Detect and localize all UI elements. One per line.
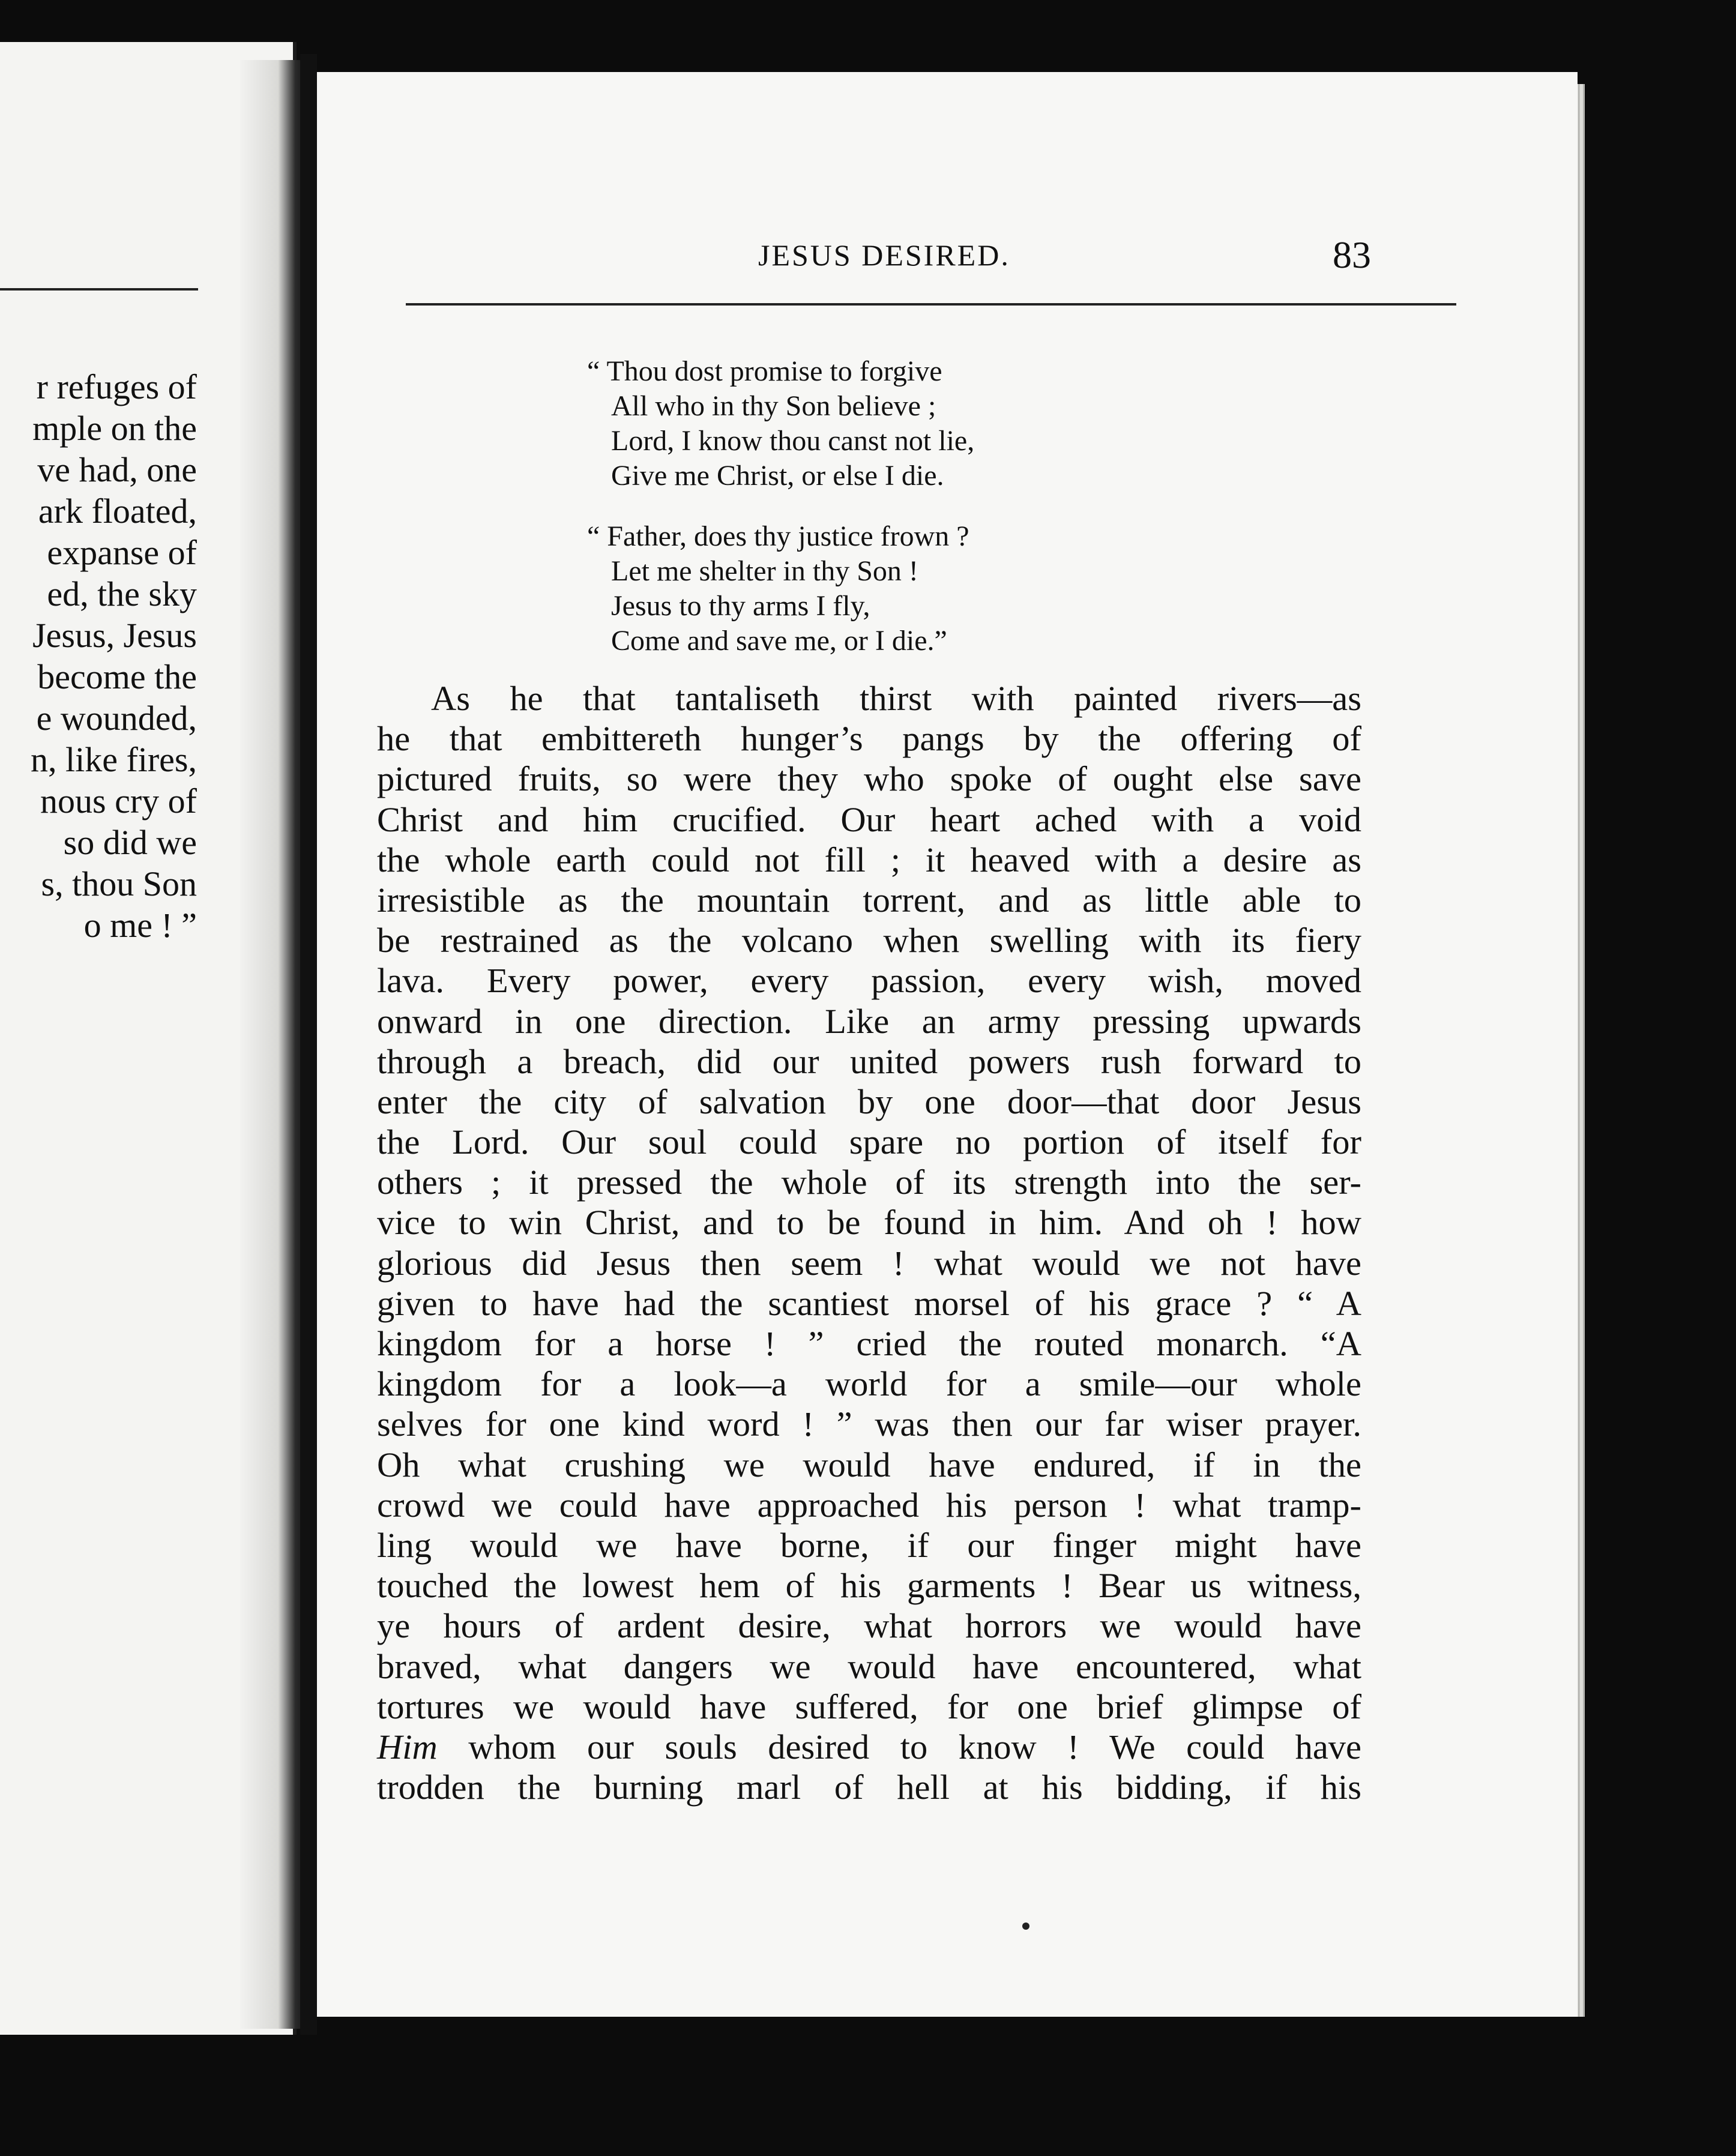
previous-page-line: ve had, one (37, 450, 197, 489)
header-rule (406, 303, 1456, 306)
body-line: pictured fruits, so were they who spoke of ought else save (377, 759, 1361, 799)
body-line: vice to win Christ, and to be found in him. And oh ! how (377, 1203, 1361, 1242)
verse-line: Give me Christ, or else I die. (611, 460, 944, 492)
body-line: As he that tantaliseth thirst with painted rivers—as (431, 679, 1361, 718)
body-line: tortures we would have suffered, for one brief glimpse of (377, 1687, 1361, 1726)
body-line: enter the city of salvation by one door—that door Jesus (377, 1082, 1361, 1121)
current-page (317, 72, 1578, 2017)
verse-stanza-1 (587, 354, 1187, 493)
body-line: trodden the burning marl of hell at his bidding, if his (377, 1768, 1361, 1807)
previous-page-line: so did we (63, 823, 197, 862)
body-line: Christ and him crucified. Our heart ached with a void (377, 799, 1361, 839)
previous-page-line: n, like fires, (30, 740, 197, 779)
body-paragraph (377, 678, 1361, 1807)
body-line: selves for one kind word ! ” was then our far wiser prayer. (377, 1405, 1361, 1444)
body-line: through a breach, did our united powers rush forward to (377, 1041, 1361, 1081)
body-line: kingdom for a horse ! ” cried the routed monarch. “A (377, 1324, 1361, 1363)
verse-line: Lord, I know thou canst not lie, (611, 425, 975, 457)
body-line-rest: whom our souls desired to know ! We could have (468, 1727, 1362, 1766)
body-line: ye hours of ardent desire, what horrors we would have (377, 1606, 1361, 1646)
previous-page-line: ark floated, (38, 492, 197, 531)
previous-page-line: Jesus, Jesus (32, 616, 197, 655)
verse-line: All who in thy Son believe ; (611, 390, 936, 422)
body-line: touched the lowest hem of his garments ! Bear us witness, (377, 1566, 1361, 1606)
verse-line: “ Father, does thy justice frown ? (587, 520, 969, 552)
body-line: onward in one direction. Like an army pressing upwards (377, 1001, 1361, 1041)
body-line: Oh what crushing we would have endured, if in the (377, 1445, 1361, 1484)
verse-line: Jesus to thy arms I fly, (611, 590, 870, 622)
body-line: crowd we could have approached his person ! what tramp- (377, 1485, 1361, 1525)
previous-page-line: expanse of (47, 533, 197, 572)
previous-page-line: nous cry of (40, 781, 197, 821)
previous-page-text (0, 366, 197, 946)
previous-page-line: become the (37, 657, 197, 696)
body-line: the Lord. Our soul could spare no portion of itself for (377, 1122, 1361, 1162)
verse-line: Come and save me, or I die.” (611, 625, 947, 657)
page-number: 83 (1333, 233, 1371, 276)
book-spine (300, 54, 317, 2035)
italic-word: Him (377, 1727, 438, 1766)
body-line-with-italic (377, 1727, 1361, 1767)
running-title: JESUS DESIRED. (758, 238, 1010, 272)
verse-line: Let me shelter in thy Son ! (611, 555, 918, 587)
previous-page-line: r refuges of (36, 367, 197, 406)
previous-page-line: s, thou Son (41, 864, 197, 903)
body-line: he that embittereth hunger’s pangs by the offering of (377, 719, 1361, 759)
previous-page-line: o me ! ” (83, 906, 197, 945)
verse-line: “ Thou dost promise to forgive (587, 355, 942, 387)
signature-mark (1022, 1923, 1029, 1930)
book-gutter (240, 60, 309, 2029)
body-line: kingdom for a look—a world for a smile—our whole (377, 1364, 1361, 1404)
body-line: lava. Every power, every passion, every wish, moved (377, 961, 1361, 1001)
previous-page-header-rule (0, 288, 198, 291)
running-head (317, 233, 1578, 286)
previous-page-line: ed, the sky (47, 574, 197, 613)
body-line: given to have had the scantiest morsel of his grace ? “ A (377, 1283, 1361, 1323)
previous-page-line: mple on the (32, 409, 197, 448)
body-line: others ; it pressed the whole of its strength into the ser- (377, 1163, 1361, 1202)
previous-page-line: e wounded, (36, 699, 197, 738)
body-line: ling would we have borne, if our finger might have (377, 1525, 1361, 1565)
body-line: be restrained as the volcano when swelling with its fiery (377, 921, 1361, 960)
body-line: glorious did Jesus then seem ! what would we not have (377, 1243, 1361, 1283)
body-line: braved, what dangers we would have encountered, what (377, 1646, 1361, 1686)
verse-stanza-2 (587, 519, 1187, 658)
body-line: irresistible as the mountain torrent, and as little able to (377, 880, 1361, 920)
body-line: the whole earth could not fill ; it heaved with a desire as (377, 840, 1361, 879)
